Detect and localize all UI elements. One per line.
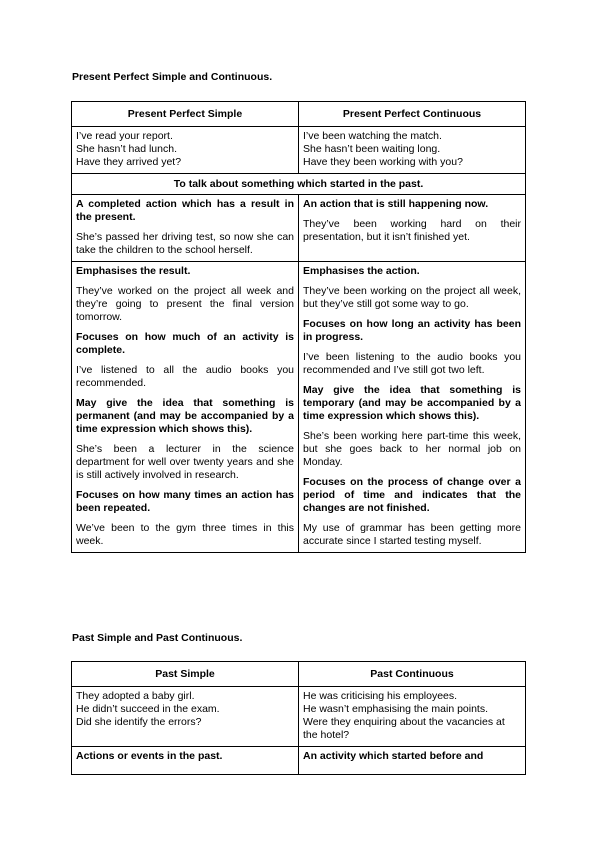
example-line: I’ve been watching the match. <box>303 130 442 142</box>
usage-heading: An action that is still happening now. <box>303 198 489 210</box>
example-line: He was criticising his employees. <box>303 690 458 702</box>
usage-heading: May give the idea that something is permanent (and may be accompanied by a time expression which shows this). <box>76 397 294 435</box>
example-line: He wasn’t emphasising the main points. <box>303 703 489 715</box>
usage-example: They’ve worked on the project all week and they’re going to present the final version tomorrow. <box>76 285 294 323</box>
usage-heading: Focuses on how many times an action has been repeated. <box>76 489 294 514</box>
usage-cell <box>299 262 526 553</box>
examples-right <box>299 127 526 174</box>
example-line: Have they been working with you? <box>303 156 463 168</box>
usage-example: I’ve been listening to the audio books you recommended and I’ve still got two left. <box>303 351 521 376</box>
header-past-continuous: Past Continuous <box>299 662 526 687</box>
usage-heading: An activity which started before and <box>299 747 526 775</box>
header-present-perfect-continuous: Present Perfect Continuous <box>299 102 526 127</box>
header-present-perfect-simple: Present Perfect Simple <box>72 102 299 127</box>
usage-heading: May give the idea that something is temporary (and may be accompanied by a time expression which shows this). <box>303 384 521 422</box>
section2-title: Past Simple and Past Continuous. <box>72 632 243 644</box>
past-table <box>71 661 526 775</box>
usage-heading: A completed action which has a result in the present. <box>76 198 294 223</box>
usage-example: They’ve been working on the project all week, but they’ve still got some way to go. <box>303 285 521 310</box>
usage-cell <box>72 195 299 262</box>
section1-title: Present Perfect Simple and Continuous. <box>72 71 273 83</box>
usage-example: We’ve been to the gym three times in this week. <box>76 522 294 547</box>
example-line: Have they arrived yet? <box>76 156 182 168</box>
usage-heading: Focuses on the process of change over a period of time and indicates that the changes are not finished. <box>303 476 521 514</box>
usage-example: She’s been a lecturer in the science department for well over twenty years and she is still actively involved in research. <box>76 443 294 481</box>
usage-example: I’ve listened to all the audio books you recommended. <box>76 364 294 389</box>
usage-heading: Emphasises the action. <box>303 265 420 277</box>
present-perfect-table <box>71 101 526 553</box>
usage-heading: Actions or events in the past. <box>72 747 299 775</box>
span-row: To talk about something which started in the past. <box>72 174 526 195</box>
example-line: Were they enquiring about the vacancies at the hotel? <box>303 716 505 741</box>
example-line: They adopted a baby girl. <box>76 690 195 702</box>
usage-cell <box>299 195 526 262</box>
usage-heading: Focuses on how much of an activity is complete. <box>76 331 294 356</box>
header-past-simple: Past Simple <box>72 662 299 687</box>
example-line: She hasn’t been waiting long. <box>303 143 441 155</box>
examples-left <box>72 687 299 747</box>
example-line: She hasn’t had lunch. <box>76 143 177 155</box>
example-line: I’ve read your report. <box>76 130 173 142</box>
usage-heading: Emphasises the result. <box>76 265 191 277</box>
examples-right <box>299 687 526 747</box>
usage-heading: Focuses on how long an activity has been in progress. <box>303 318 521 343</box>
examples-left <box>72 127 299 174</box>
usage-example: They’ve been working hard on their presentation, but it isn’t finished yet. <box>303 218 521 243</box>
usage-example: My use of grammar has been getting more accurate since I started testing myself. <box>303 522 521 547</box>
usage-cell <box>72 262 299 553</box>
usage-example: She’s been working here part-time this week, but she goes back to her normal job on Monday. <box>303 430 521 468</box>
usage-example: She’s passed her driving test, so now she can take the children to the school herself. <box>76 231 294 256</box>
example-line: Did she identify the errors? <box>76 716 202 728</box>
example-line: He didn’t succeed in the exam. <box>76 703 220 715</box>
